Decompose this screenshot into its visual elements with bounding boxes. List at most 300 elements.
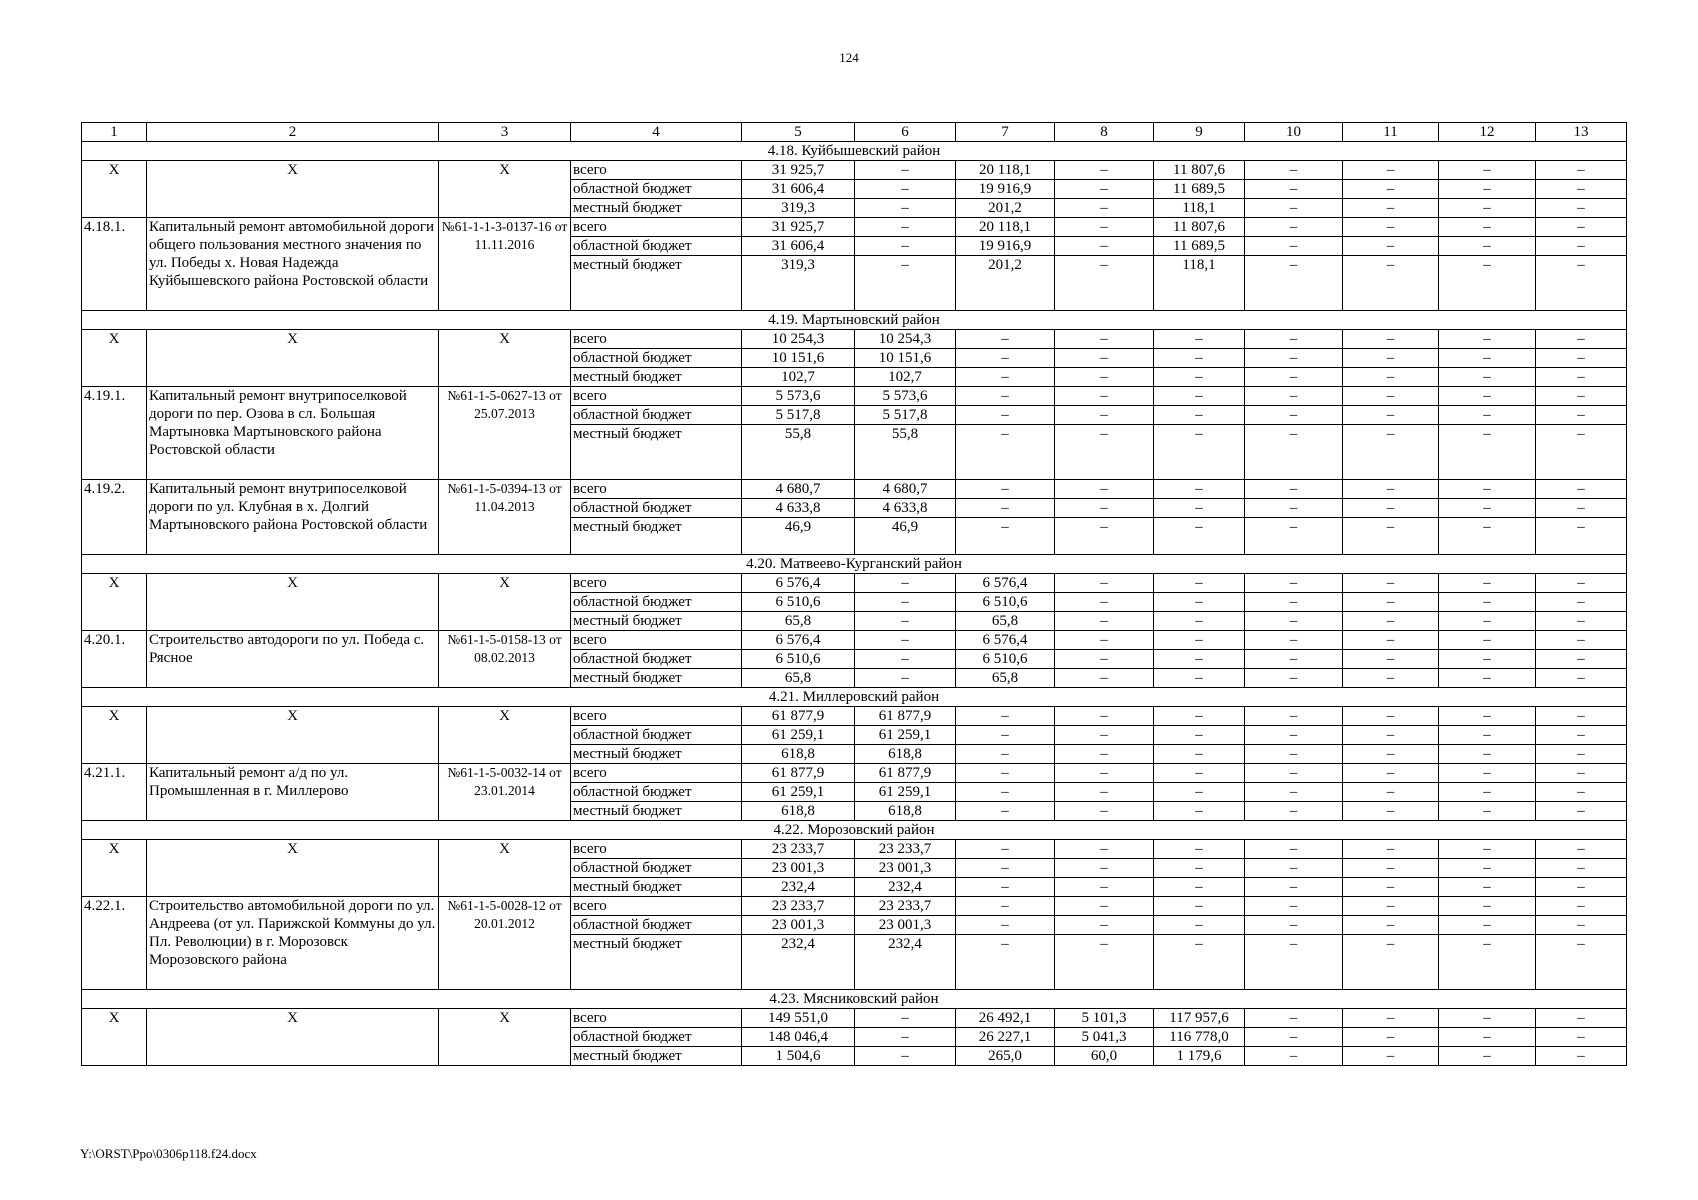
value-cell: –	[956, 387, 1055, 406]
value-cell: –	[956, 878, 1055, 897]
item-document: №61-1-5-0028-12 от 20.01.2012	[439, 897, 571, 990]
value-cell: –	[956, 783, 1055, 802]
value-cell: –	[1055, 593, 1154, 612]
value-cell: –	[1343, 499, 1439, 518]
value-cell: –	[1245, 425, 1343, 480]
value-cell: –	[1245, 499, 1343, 518]
item-number: 4.20.1.	[82, 631, 147, 688]
value-cell: –	[1154, 916, 1245, 935]
value-cell: –	[1439, 878, 1536, 897]
value-cell: 23 233,7	[742, 840, 855, 859]
section-title: 4.23. Мясниковский район	[82, 990, 1627, 1009]
value-cell: –	[1245, 368, 1343, 387]
value-cell: –	[1154, 349, 1245, 368]
value-cell: 23 001,3	[742, 859, 855, 878]
value-cell: –	[1154, 499, 1245, 518]
value-cell: 618,8	[742, 745, 855, 764]
section-header-row	[82, 311, 1627, 330]
budget-label: всего	[571, 330, 742, 349]
value-cell: –	[1343, 1009, 1439, 1028]
value-cell: –	[1439, 256, 1536, 311]
item-name: Строительство автодороги по ул. Победа с. Рясное	[147, 631, 439, 688]
value-cell: 149 551,0	[742, 1009, 855, 1028]
value-cell: –	[1343, 764, 1439, 783]
budget-label: всего	[571, 631, 742, 650]
value-cell: –	[1536, 330, 1627, 349]
value-cell: –	[1343, 631, 1439, 650]
value-cell: –	[1439, 387, 1536, 406]
value-cell: –	[1343, 897, 1439, 916]
value-cell: –	[1154, 878, 1245, 897]
value-cell: 618,8	[742, 802, 855, 821]
item-row	[82, 897, 1627, 916]
value-cell: –	[1343, 745, 1439, 764]
value-cell: –	[1439, 499, 1536, 518]
value-cell: –	[1245, 631, 1343, 650]
value-cell: –	[1343, 593, 1439, 612]
budget-label: всего	[571, 707, 742, 726]
value-cell: –	[1055, 256, 1154, 311]
value-cell: 6 510,6	[956, 593, 1055, 612]
value-cell: –	[1439, 783, 1536, 802]
column-number: 11	[1343, 123, 1439, 142]
value-cell: 23 233,7	[742, 897, 855, 916]
value-cell: –	[1439, 199, 1536, 218]
value-cell: –	[956, 726, 1055, 745]
value-cell: –	[1343, 802, 1439, 821]
value-cell: –	[1536, 783, 1627, 802]
value-cell: –	[1245, 1028, 1343, 1047]
page-number: 124	[839, 50, 859, 65]
column-number: 12	[1439, 123, 1536, 142]
value-cell: 148 046,4	[742, 1028, 855, 1047]
value-cell: 11 689,5	[1154, 180, 1245, 199]
item-number: 4.19.2.	[82, 480, 147, 555]
value-cell: –	[855, 256, 956, 311]
value-cell: –	[1536, 368, 1627, 387]
value-cell: –	[855, 218, 956, 237]
value-cell: –	[1536, 499, 1627, 518]
value-cell: –	[1536, 574, 1627, 593]
value-cell: 102,7	[742, 368, 855, 387]
budget-label: областной бюджет	[571, 650, 742, 669]
value-cell: –	[1439, 1047, 1536, 1066]
value-cell: –	[1154, 783, 1245, 802]
value-cell: 46,9	[742, 518, 855, 555]
value-cell: –	[1343, 161, 1439, 180]
value-cell: –	[1343, 916, 1439, 935]
value-cell: –	[1536, 161, 1627, 180]
value-cell: –	[1154, 707, 1245, 726]
value-cell: 65,8	[956, 669, 1055, 688]
column-number: 5	[742, 123, 855, 142]
value-cell: –	[1439, 574, 1536, 593]
value-cell: –	[855, 1028, 956, 1047]
value-cell: –	[1245, 1009, 1343, 1028]
value-cell: –	[1245, 218, 1343, 237]
value-cell: 10 254,3	[855, 330, 956, 349]
value-cell: –	[1245, 878, 1343, 897]
column-number: 10	[1245, 123, 1343, 142]
item-row	[82, 764, 1627, 783]
budget-label: областной бюджет	[571, 406, 742, 425]
value-cell: –	[1055, 161, 1154, 180]
column-number: 9	[1154, 123, 1245, 142]
value-cell: –	[1439, 650, 1536, 669]
value-cell: –	[1343, 707, 1439, 726]
value-cell: –	[1439, 161, 1536, 180]
value-cell: –	[1154, 802, 1245, 821]
value-cell: –	[1055, 631, 1154, 650]
value-cell: –	[1536, 707, 1627, 726]
budget-label: местный бюджет	[571, 669, 742, 688]
value-cell: –	[1439, 368, 1536, 387]
value-cell: –	[855, 612, 956, 631]
value-cell: –	[1439, 840, 1536, 859]
value-cell: –	[956, 425, 1055, 480]
value-cell: –	[1055, 480, 1154, 499]
total-marker: Х	[82, 707, 147, 764]
value-cell: –	[1439, 764, 1536, 783]
budget-label: всего	[571, 1009, 742, 1028]
value-cell: –	[1055, 745, 1154, 764]
value-cell: 61 259,1	[742, 783, 855, 802]
total-marker: Х	[82, 1009, 147, 1066]
budget-label: местный бюджет	[571, 1047, 742, 1066]
value-cell: 6 576,4	[956, 631, 1055, 650]
value-cell: –	[1245, 256, 1343, 311]
budget-label: местный бюджет	[571, 518, 742, 555]
value-cell: –	[1536, 897, 1627, 916]
value-cell: –	[956, 349, 1055, 368]
value-cell: 232,4	[742, 878, 855, 897]
value-cell: 31 606,4	[742, 180, 855, 199]
budget-label: всего	[571, 480, 742, 499]
value-cell: –	[1439, 631, 1536, 650]
value-cell: 6 576,4	[742, 574, 855, 593]
value-cell: 65,8	[742, 669, 855, 688]
total-marker: Х	[82, 840, 147, 897]
value-cell: –	[1439, 935, 1536, 990]
value-cell: 5 041,3	[1055, 1028, 1154, 1047]
value-cell: 319,3	[742, 256, 855, 311]
value-cell: –	[1245, 707, 1343, 726]
section-total-row	[82, 840, 1627, 859]
value-cell: –	[1439, 218, 1536, 237]
value-cell: 5 573,6	[855, 387, 956, 406]
item-row	[82, 631, 1627, 650]
value-cell: –	[1536, 518, 1627, 555]
value-cell: –	[1343, 612, 1439, 631]
value-cell: 61 259,1	[855, 783, 956, 802]
value-cell: –	[1154, 897, 1245, 916]
value-cell: –	[1439, 425, 1536, 480]
value-cell: –	[1154, 406, 1245, 425]
value-cell: –	[855, 669, 956, 688]
item-name: Капитальный ремонт внутрипоселковой дороги по пер. Озова в сл. Большая Мартыновка Мартыновского района Ростовской области	[147, 387, 439, 480]
item-name: Капитальный ремонт внутрипоселковой дороги по ул. Клубная в х. Долгий Мартыновского района Ростовской области	[147, 480, 439, 555]
value-cell: –	[1439, 237, 1536, 256]
value-cell: –	[1439, 1028, 1536, 1047]
value-cell: –	[855, 1009, 956, 1028]
value-cell: –	[1439, 802, 1536, 821]
value-cell: –	[1154, 330, 1245, 349]
section-title: 4.21. Миллеровский район	[82, 688, 1627, 707]
total-marker: Х	[82, 330, 147, 387]
section-title: 4.20. Матвеево-Курганский район	[82, 555, 1627, 574]
value-cell: –	[1439, 330, 1536, 349]
value-cell: 319,3	[742, 199, 855, 218]
total-marker: Х	[439, 707, 571, 764]
value-cell: 117 957,6	[1154, 1009, 1245, 1028]
value-cell: –	[1343, 218, 1439, 237]
value-cell: –	[1343, 425, 1439, 480]
value-cell: –	[1343, 859, 1439, 878]
budget-label: областной бюджет	[571, 916, 742, 935]
item-document: №61-1-5-0032-14 от 23.01.2014	[439, 764, 571, 821]
total-marker: Х	[147, 574, 439, 631]
value-cell: 20 118,1	[956, 218, 1055, 237]
value-cell: –	[956, 499, 1055, 518]
value-cell: –	[1439, 916, 1536, 935]
budget-label: местный бюджет	[571, 256, 742, 311]
value-cell: –	[1055, 650, 1154, 669]
value-cell: –	[855, 180, 956, 199]
section-total-row	[82, 330, 1627, 349]
total-marker: Х	[147, 161, 439, 218]
value-cell: –	[1245, 574, 1343, 593]
budget-label: местный бюджет	[571, 802, 742, 821]
section-title: 4.22. Морозовский район	[82, 821, 1627, 840]
value-cell: 102,7	[855, 368, 956, 387]
value-cell: –	[1055, 859, 1154, 878]
budget-label: местный бюджет	[571, 878, 742, 897]
value-cell: 23 001,3	[855, 859, 956, 878]
budget-label: всего	[571, 764, 742, 783]
value-cell: –	[1245, 783, 1343, 802]
value-cell: –	[1343, 935, 1439, 990]
value-cell: –	[1343, 840, 1439, 859]
value-cell: –	[1439, 180, 1536, 199]
value-cell: –	[1536, 1047, 1627, 1066]
value-cell: 4 680,7	[855, 480, 956, 499]
value-cell: –	[1245, 935, 1343, 990]
value-cell: –	[1055, 368, 1154, 387]
value-cell: –	[1343, 518, 1439, 555]
item-document: №61-1-5-0627-13 от 25.07.2013	[439, 387, 571, 480]
total-marker: Х	[82, 574, 147, 631]
value-cell: 23 001,3	[855, 916, 956, 935]
value-cell: –	[956, 518, 1055, 555]
value-cell: –	[1055, 707, 1154, 726]
value-cell: –	[1536, 237, 1627, 256]
total-marker: Х	[147, 330, 439, 387]
value-cell: 55,8	[855, 425, 956, 480]
value-cell: 46,9	[855, 518, 956, 555]
value-cell: –	[1536, 218, 1627, 237]
value-cell: –	[1154, 425, 1245, 480]
value-cell: 26 227,1	[956, 1028, 1055, 1047]
value-cell: –	[1439, 859, 1536, 878]
value-cell: 5 101,3	[1055, 1009, 1154, 1028]
value-cell: 10 151,6	[855, 349, 956, 368]
value-cell: 4 633,8	[742, 499, 855, 518]
item-row	[82, 218, 1627, 237]
item-number: 4.18.1.	[82, 218, 147, 311]
column-number: 13	[1536, 123, 1627, 142]
value-cell: –	[1536, 387, 1627, 406]
budget-label: всего	[571, 897, 742, 916]
column-number: 4	[571, 123, 742, 142]
value-cell: –	[1245, 802, 1343, 821]
value-cell: 6 576,4	[956, 574, 1055, 593]
value-cell: –	[956, 916, 1055, 935]
value-cell: –	[1055, 218, 1154, 237]
value-cell: –	[1055, 499, 1154, 518]
item-number: 4.21.1.	[82, 764, 147, 821]
value-cell: –	[1245, 349, 1343, 368]
value-cell: –	[1536, 256, 1627, 311]
value-cell: –	[1055, 425, 1154, 480]
value-cell: 19 916,9	[956, 237, 1055, 256]
value-cell: –	[1245, 669, 1343, 688]
value-cell: –	[1536, 593, 1627, 612]
value-cell: –	[1154, 387, 1245, 406]
value-cell: –	[1536, 180, 1627, 199]
value-cell: –	[956, 859, 1055, 878]
value-cell: –	[1154, 935, 1245, 990]
budget-label: областной бюджет	[571, 726, 742, 745]
item-row	[82, 480, 1627, 499]
item-document: №61-1-1-3-0137-16 от 11.11.2016	[439, 218, 571, 311]
value-cell: 61 877,9	[742, 764, 855, 783]
value-cell: 118,1	[1154, 199, 1245, 218]
value-cell: –	[855, 199, 956, 218]
value-cell: –	[956, 480, 1055, 499]
footer-file-path: Y:\ORST\Ppo\0306p118.f24.docx	[80, 1146, 257, 1161]
section-header-row	[82, 990, 1627, 1009]
value-cell: –	[1343, 199, 1439, 218]
section-header-row	[82, 821, 1627, 840]
value-cell: –	[1055, 897, 1154, 916]
section-total-row	[82, 161, 1627, 180]
item-name: Капитальный ремонт а/д по ул. Промышленная в г. Миллерово	[147, 764, 439, 821]
value-cell: 5 517,8	[855, 406, 956, 425]
value-cell: –	[1439, 406, 1536, 425]
value-cell: 65,8	[742, 612, 855, 631]
value-cell: –	[1536, 802, 1627, 821]
value-cell: 618,8	[855, 745, 956, 764]
value-cell: 55,8	[742, 425, 855, 480]
budget-label: местный бюджет	[571, 425, 742, 480]
value-cell: –	[1439, 745, 1536, 764]
value-cell: –	[1343, 1028, 1439, 1047]
budget-label: областной бюджет	[571, 180, 742, 199]
value-cell: –	[1439, 897, 1536, 916]
value-cell: –	[1536, 1028, 1627, 1047]
value-cell: –	[1343, 480, 1439, 499]
value-cell: –	[1154, 631, 1245, 650]
value-cell: –	[1245, 840, 1343, 859]
value-cell: 65,8	[956, 612, 1055, 631]
value-cell: 232,4	[855, 878, 956, 897]
value-cell: –	[956, 935, 1055, 990]
value-cell: –	[1055, 180, 1154, 199]
table-body	[82, 123, 1627, 1066]
value-cell: –	[1536, 726, 1627, 745]
value-cell: –	[1154, 593, 1245, 612]
value-cell: 10 151,6	[742, 349, 855, 368]
value-cell: –	[1055, 574, 1154, 593]
value-cell: 26 492,1	[956, 1009, 1055, 1028]
value-cell: –	[1055, 764, 1154, 783]
budget-label: областной бюджет	[571, 1028, 742, 1047]
value-cell: 20 118,1	[956, 161, 1055, 180]
value-cell: –	[855, 650, 956, 669]
value-cell: 4 633,8	[855, 499, 956, 518]
value-cell: –	[1154, 726, 1245, 745]
value-cell: –	[1055, 237, 1154, 256]
value-cell: –	[1245, 650, 1343, 669]
value-cell: –	[1343, 726, 1439, 745]
value-cell: –	[1343, 180, 1439, 199]
value-cell: –	[1154, 480, 1245, 499]
budget-label: всего	[571, 218, 742, 237]
column-number: 2	[147, 123, 439, 142]
value-cell: –	[1343, 574, 1439, 593]
budget-label: областной бюджет	[571, 237, 742, 256]
value-cell: –	[956, 330, 1055, 349]
value-cell: –	[1536, 916, 1627, 935]
section-header-row	[82, 688, 1627, 707]
item-name: Строительство автомобильной дороги по ул. Андреева (от ул. Парижской Коммуны до ул. Пл. Революции) в г. Морозовск Морозовского района	[147, 897, 439, 990]
value-cell: –	[1245, 330, 1343, 349]
section-total-row	[82, 1009, 1627, 1028]
value-cell: –	[1245, 161, 1343, 180]
budget-label: областной бюджет	[571, 859, 742, 878]
value-cell: 61 259,1	[742, 726, 855, 745]
total-marker: Х	[82, 161, 147, 218]
value-cell: –	[1536, 859, 1627, 878]
value-cell: –	[956, 802, 1055, 821]
total-marker: Х	[147, 1009, 439, 1066]
value-cell: 6 576,4	[742, 631, 855, 650]
value-cell: –	[1154, 840, 1245, 859]
value-cell: –	[1343, 256, 1439, 311]
value-cell: –	[956, 406, 1055, 425]
value-cell: –	[1154, 669, 1245, 688]
value-cell: –	[1536, 840, 1627, 859]
value-cell: –	[1055, 406, 1154, 425]
value-cell: –	[956, 897, 1055, 916]
value-cell: 23 233,7	[855, 840, 956, 859]
column-number: 7	[956, 123, 1055, 142]
value-cell: –	[1536, 878, 1627, 897]
value-cell: –	[1154, 650, 1245, 669]
value-cell: –	[1245, 764, 1343, 783]
value-cell: –	[1343, 349, 1439, 368]
value-cell: 19 916,9	[956, 180, 1055, 199]
total-marker: Х	[439, 574, 571, 631]
value-cell: –	[1343, 330, 1439, 349]
value-cell: 232,4	[855, 935, 956, 990]
value-cell: –	[1245, 916, 1343, 935]
value-cell: –	[1536, 1009, 1627, 1028]
value-cell: –	[855, 593, 956, 612]
value-cell: 201,2	[956, 199, 1055, 218]
budget-label: областной бюджет	[571, 349, 742, 368]
budget-label: местный бюджет	[571, 935, 742, 990]
